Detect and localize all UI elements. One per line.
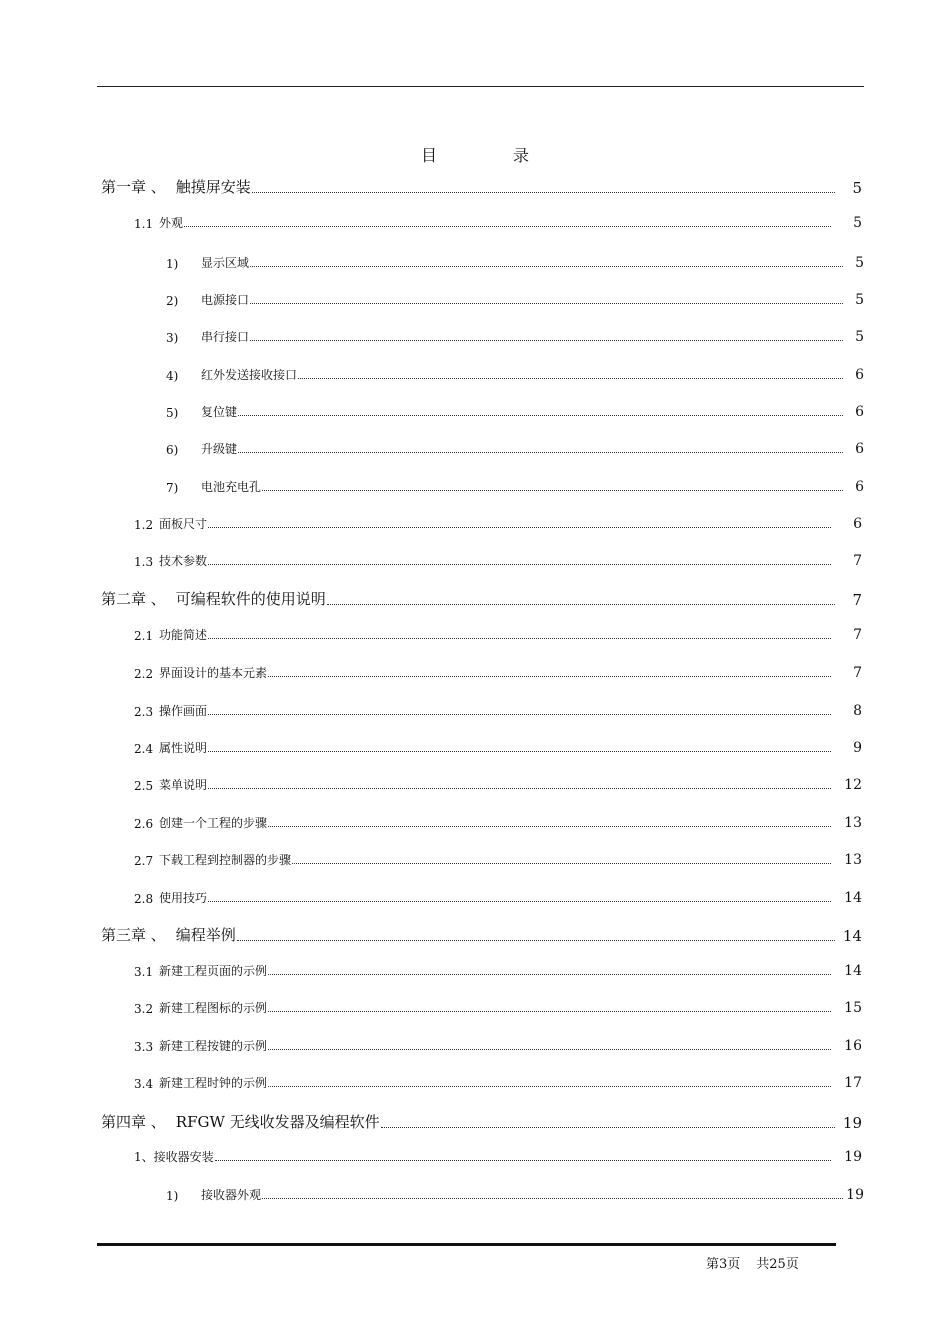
current-page-label: 第3页 xyxy=(706,1257,741,1272)
toc-entry-label: 新建工程按键的示例 xyxy=(159,1039,268,1053)
toc-entry-page-number: 6 xyxy=(855,479,864,495)
toc-entry[interactable] xyxy=(134,739,862,756)
toc-entry-number: 2.6 xyxy=(134,817,154,831)
toc-entry[interactable] xyxy=(166,291,864,308)
dot-leader xyxy=(208,889,831,902)
toc-entry-label: 接收器外观 xyxy=(201,1188,262,1202)
toc-entry-number: 2.7 xyxy=(134,854,154,868)
toc-entry[interactable] xyxy=(166,440,864,457)
toc-entry-page-number: 9 xyxy=(853,740,862,756)
toc-entry[interactable] xyxy=(134,1074,862,1091)
toc-entry-label: 编程举例 xyxy=(175,926,236,944)
toc-entry-label: 串行接口 xyxy=(201,330,250,344)
dot-leader xyxy=(184,214,831,227)
toc-entry[interactable] xyxy=(134,664,862,681)
dot-leader xyxy=(298,366,843,379)
toc-entry[interactable] xyxy=(134,1037,862,1054)
toc-entry-page-number: 5 xyxy=(855,255,864,271)
toc-entry-page-number: 7 xyxy=(853,627,862,643)
toc-entry-number: 1) xyxy=(166,1189,179,1203)
toc-entry-page-number: 13 xyxy=(844,815,862,831)
toc-entry-label: 显示区域 xyxy=(201,256,250,270)
toc-entry-label: 操作画面 xyxy=(159,704,208,718)
dot-leader xyxy=(215,1148,831,1161)
toc-entry-page-number: 5 xyxy=(855,292,864,308)
toc-entry-label: 功能简述 xyxy=(159,628,208,642)
toc-entry-page-number: 15 xyxy=(844,1000,862,1016)
toc-entry-page-number: 19 xyxy=(844,1149,862,1165)
toc-entry[interactable] xyxy=(166,403,864,420)
toc-entry[interactable] xyxy=(134,552,862,569)
toc-entry-page-number: 7 xyxy=(853,553,862,569)
toc-entry[interactable] xyxy=(134,776,862,793)
toc-entry-page-number: 5 xyxy=(853,215,862,231)
toc-entry-label: 技术参数 xyxy=(159,554,208,568)
toc-entry-label: 可编程软件的使用说明 xyxy=(175,590,326,608)
toc-entry-number: 3) xyxy=(166,331,179,345)
toc-entry[interactable] xyxy=(134,214,862,231)
toc-entry-label: 触摸屏安装 xyxy=(175,178,251,196)
toc-entry-number: 6) xyxy=(166,443,179,457)
toc-entry[interactable] xyxy=(134,851,862,868)
dot-leader xyxy=(381,1112,835,1128)
toc-entry-number: 3.1 xyxy=(134,965,154,979)
toc-entry[interactable] xyxy=(134,702,862,719)
toc-title-part1: 目 xyxy=(420,146,437,165)
toc-entry-label: 新建工程图标的示例 xyxy=(159,1001,268,1015)
toc-entry-page-number: 16 xyxy=(844,1038,862,1054)
toc-entry-label: 复位键 xyxy=(201,405,238,419)
toc-entry-label: 属性说明 xyxy=(159,741,208,755)
toc-entry-number: 第二章 、 xyxy=(101,590,166,608)
toc-entry-number: 3.4 xyxy=(134,1077,154,1091)
toc-entry-number: 5) xyxy=(166,406,179,420)
toc-entry-page-number: 14 xyxy=(842,927,862,945)
toc-entry-page-number: 7 xyxy=(852,591,862,609)
dot-leader xyxy=(250,254,843,267)
toc-entry-label: 电源接口 xyxy=(201,293,250,307)
toc-entry-page-number: 7 xyxy=(853,665,862,681)
toc-entry-label: 新建工程时钟的示例 xyxy=(159,1076,268,1090)
toc-entry[interactable] xyxy=(101,924,862,945)
dot-leader xyxy=(238,440,843,453)
toc-entry-page-number: 6 xyxy=(855,367,864,383)
toc-entry[interactable] xyxy=(166,478,864,495)
dot-leader xyxy=(268,999,831,1012)
dot-leader xyxy=(238,403,843,416)
dot-leader xyxy=(268,962,831,975)
toc-entry[interactable] xyxy=(134,889,862,906)
toc-entry[interactable] xyxy=(134,999,862,1016)
toc-entry-page-number: 14 xyxy=(844,890,862,906)
dot-leader xyxy=(208,776,831,789)
toc-entry-label: 红外发送接收接口 xyxy=(201,368,298,382)
toc-entry-label: 菜单说明 xyxy=(159,778,208,792)
toc-entry-number: 2.8 xyxy=(134,892,154,906)
toc-entry-label: 1、接收器安装 xyxy=(134,1150,214,1164)
footer-rule xyxy=(97,1243,836,1246)
toc-title-part2: 录 xyxy=(513,146,530,165)
dot-leader xyxy=(250,291,843,304)
dot-leader xyxy=(208,702,831,715)
toc-entry-label: 电池充电孔 xyxy=(201,480,262,494)
toc-entry-number: 第三章 、 xyxy=(101,926,166,944)
toc-entry-label: 升级键 xyxy=(201,442,238,456)
toc-entry-label: RFGW 无线收发器及编程软件 xyxy=(175,1113,380,1131)
toc-entry-label: 面板尺寸 xyxy=(159,517,208,531)
dot-leader xyxy=(208,626,831,639)
toc-entry-number: 3.2 xyxy=(134,1002,154,1016)
total-pages-label: 共25页 xyxy=(756,1257,799,1272)
dot-leader xyxy=(237,925,835,941)
toc-entry-label: 使用技巧 xyxy=(159,891,208,905)
dot-leader xyxy=(208,552,831,565)
toc-entry-number: 2.5 xyxy=(134,779,154,793)
toc-entry-number: 2) xyxy=(166,294,179,308)
toc-entry-number: 1) xyxy=(166,257,179,271)
dot-leader xyxy=(250,328,843,341)
toc-entry[interactable] xyxy=(134,814,862,831)
dot-leader xyxy=(327,589,835,605)
toc-entry[interactable] xyxy=(134,962,862,979)
toc-entry[interactable] xyxy=(134,626,862,643)
toc-entry[interactable] xyxy=(134,515,862,532)
toc-entry-page-number: 12 xyxy=(844,777,862,793)
toc-entry[interactable] xyxy=(134,1148,862,1165)
dot-leader xyxy=(262,478,843,491)
toc-entry-page-number: 6 xyxy=(855,441,864,457)
toc-entry-page-number: 6 xyxy=(853,516,862,532)
toc-entry-number: 3.3 xyxy=(134,1040,154,1054)
dot-leader xyxy=(252,177,835,193)
toc-entry-number: 1.2 xyxy=(134,518,154,532)
toc-entry[interactable] xyxy=(166,1186,864,1203)
toc-entry[interactable] xyxy=(101,176,862,197)
toc-entry-page-number: 14 xyxy=(844,963,862,979)
toc-entry-number: 1.3 xyxy=(134,555,154,569)
toc-entry-label: 创建一个工程的步骤 xyxy=(159,816,268,830)
dot-leader xyxy=(292,851,831,864)
toc-entry-page-number: 17 xyxy=(844,1075,862,1091)
toc-entry-page-number: 6 xyxy=(855,404,864,420)
toc-entry-number: 7) xyxy=(166,481,179,495)
toc-entry-number: 2.1 xyxy=(134,629,154,643)
dot-leader xyxy=(268,1037,831,1050)
toc-entry-page-number: 5 xyxy=(852,179,862,197)
dot-leader xyxy=(208,515,831,528)
dot-leader xyxy=(208,739,831,752)
toc-entry-number: 第一章 、 xyxy=(101,178,166,196)
toc-entry-page-number: 8 xyxy=(853,703,862,719)
toc-entry[interactable] xyxy=(101,588,862,609)
dot-leader xyxy=(268,814,831,827)
toc-entry-page-number: 19 xyxy=(842,1114,862,1132)
dot-leader xyxy=(262,1186,843,1199)
toc-entry-number: 2.2 xyxy=(134,667,154,681)
toc-entry-number: 2.4 xyxy=(134,742,154,756)
toc-entry-label: 界面设计的基本元素 xyxy=(159,666,268,680)
toc-entry[interactable] xyxy=(166,366,864,383)
toc-entry-page-number: 19 xyxy=(846,1187,864,1203)
toc-entry-number: 1.1 xyxy=(134,217,154,231)
toc-entry-number: 4) xyxy=(166,369,179,383)
toc-entry-page-number: 13 xyxy=(844,852,862,868)
toc-entry[interactable] xyxy=(166,328,864,345)
toc-entry-label: 下载工程到控制器的步骤 xyxy=(159,853,292,867)
page-footer xyxy=(706,1253,799,1272)
toc-entry[interactable] xyxy=(101,1111,862,1132)
dot-leader xyxy=(268,664,831,677)
toc-entry-page-number: 5 xyxy=(855,329,864,345)
dot-leader xyxy=(268,1074,831,1087)
toc-entry-label: 新建工程页面的示例 xyxy=(159,964,268,978)
toc-entry[interactable] xyxy=(166,254,864,271)
toc-entry-number: 第四章 、 xyxy=(101,1113,166,1131)
toc-entry-number: 2.3 xyxy=(134,705,154,719)
toc-entry-label: 外观 xyxy=(159,216,184,230)
